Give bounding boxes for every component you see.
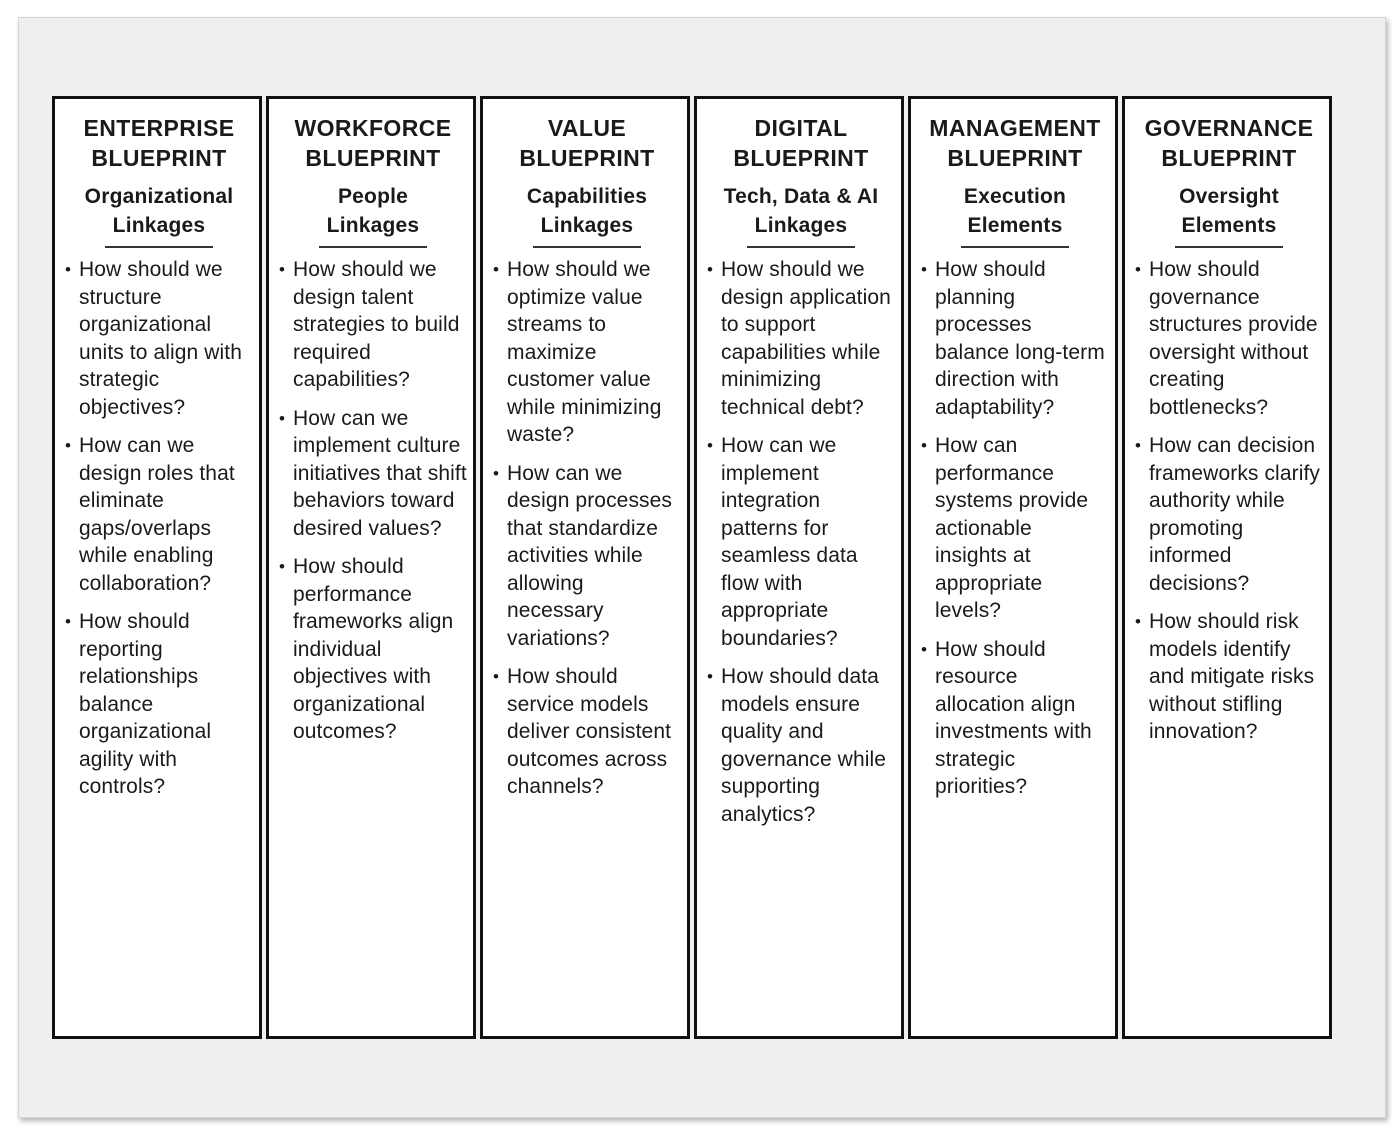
column-title: DIGITAL BLUEPRINT — [733, 115, 869, 171]
question-item: • How should planning processes balance long-term direction with adaptability? — [921, 256, 1109, 421]
question-list — [707, 256, 895, 828]
question-item: • How should data models ensure quality and governance while supporting analytics? — [707, 663, 895, 828]
column-subtitle: Organizational Linkages — [84, 185, 234, 237]
column-subtitle: Capabilities Linkages — [526, 185, 648, 237]
column-workforce-blueprint — [266, 96, 476, 1039]
divider — [1175, 246, 1283, 248]
divider — [747, 246, 855, 248]
blueprint-columns — [52, 96, 1332, 1039]
question-item: • How can we design roles that eliminate gaps/overlaps while enabling collaboration? — [65, 432, 253, 597]
question-list — [921, 256, 1109, 801]
column-enterprise-blueprint — [52, 96, 262, 1039]
question-item: • How should we structure organizational units to align with strategic objectives? — [65, 256, 253, 421]
column-title: ENTERPRISE BLUEPRINT — [83, 115, 235, 171]
divider — [105, 246, 213, 248]
question-list — [1135, 256, 1323, 746]
question-item: • How should risk models identify and mitigate risks without stifling innovation? — [1135, 608, 1323, 746]
column-title: WORKFORCE BLUEPRINT — [294, 115, 452, 171]
question-item: • How can we implement culture initiatives that shift behaviors toward desired values? — [279, 405, 467, 543]
question-item: • How should reporting relationships balance organizational agility with controls? — [65, 608, 253, 801]
question-item: • How can performance systems provide actionable insights at appropriate levels? — [921, 432, 1109, 625]
column-subtitle: Tech, Data & AI Linkages — [723, 185, 879, 237]
column-title: MANAGEMENT BLUEPRINT — [929, 115, 1101, 171]
question-item: • How should we design application to support capabilities while minimizing technical debt? — [707, 256, 895, 421]
question-item: • How should service models deliver consistent outcomes across channels? — [493, 663, 681, 801]
question-item: • How should we design talent strategies to build required capabilities? — [279, 256, 467, 394]
column-title: VALUE BLUEPRINT — [519, 115, 655, 171]
column-value-blueprint — [480, 96, 690, 1039]
column-governance-blueprint — [1122, 96, 1332, 1039]
question-item: • How can decision frameworks clarify authority while promoting informed decisions? — [1135, 432, 1323, 597]
question-item: • How should governance structures provide oversight without creating bottlenecks? — [1135, 256, 1323, 421]
column-subtitle: People Linkages — [326, 185, 420, 237]
divider — [961, 246, 1069, 248]
question-list — [493, 256, 681, 801]
divider — [319, 246, 427, 248]
column-subtitle: Execution Elements — [963, 185, 1067, 237]
question-item: • How can we design processes that standardize activities while allowing necessary variations? — [493, 460, 681, 653]
question-list — [279, 256, 467, 746]
column-title: GOVERNANCE BLUEPRINT — [1144, 115, 1314, 171]
question-list — [65, 256, 253, 801]
column-subtitle: Oversight Elements — [1179, 185, 1279, 237]
question-item: • How should resource allocation align investments with strategic priorities? — [921, 636, 1109, 801]
divider — [533, 246, 641, 248]
column-management-blueprint — [908, 96, 1118, 1039]
question-item: • How can we implement integration patterns for seamless data flow with appropriate boundaries? — [707, 432, 895, 652]
question-item: • How should we optimize value streams to maximize customer value while minimizing waste? — [493, 256, 681, 449]
column-digital-blueprint — [694, 96, 904, 1039]
question-item: • How should performance frameworks align individual objectives with organizational outcomes? — [279, 553, 467, 746]
